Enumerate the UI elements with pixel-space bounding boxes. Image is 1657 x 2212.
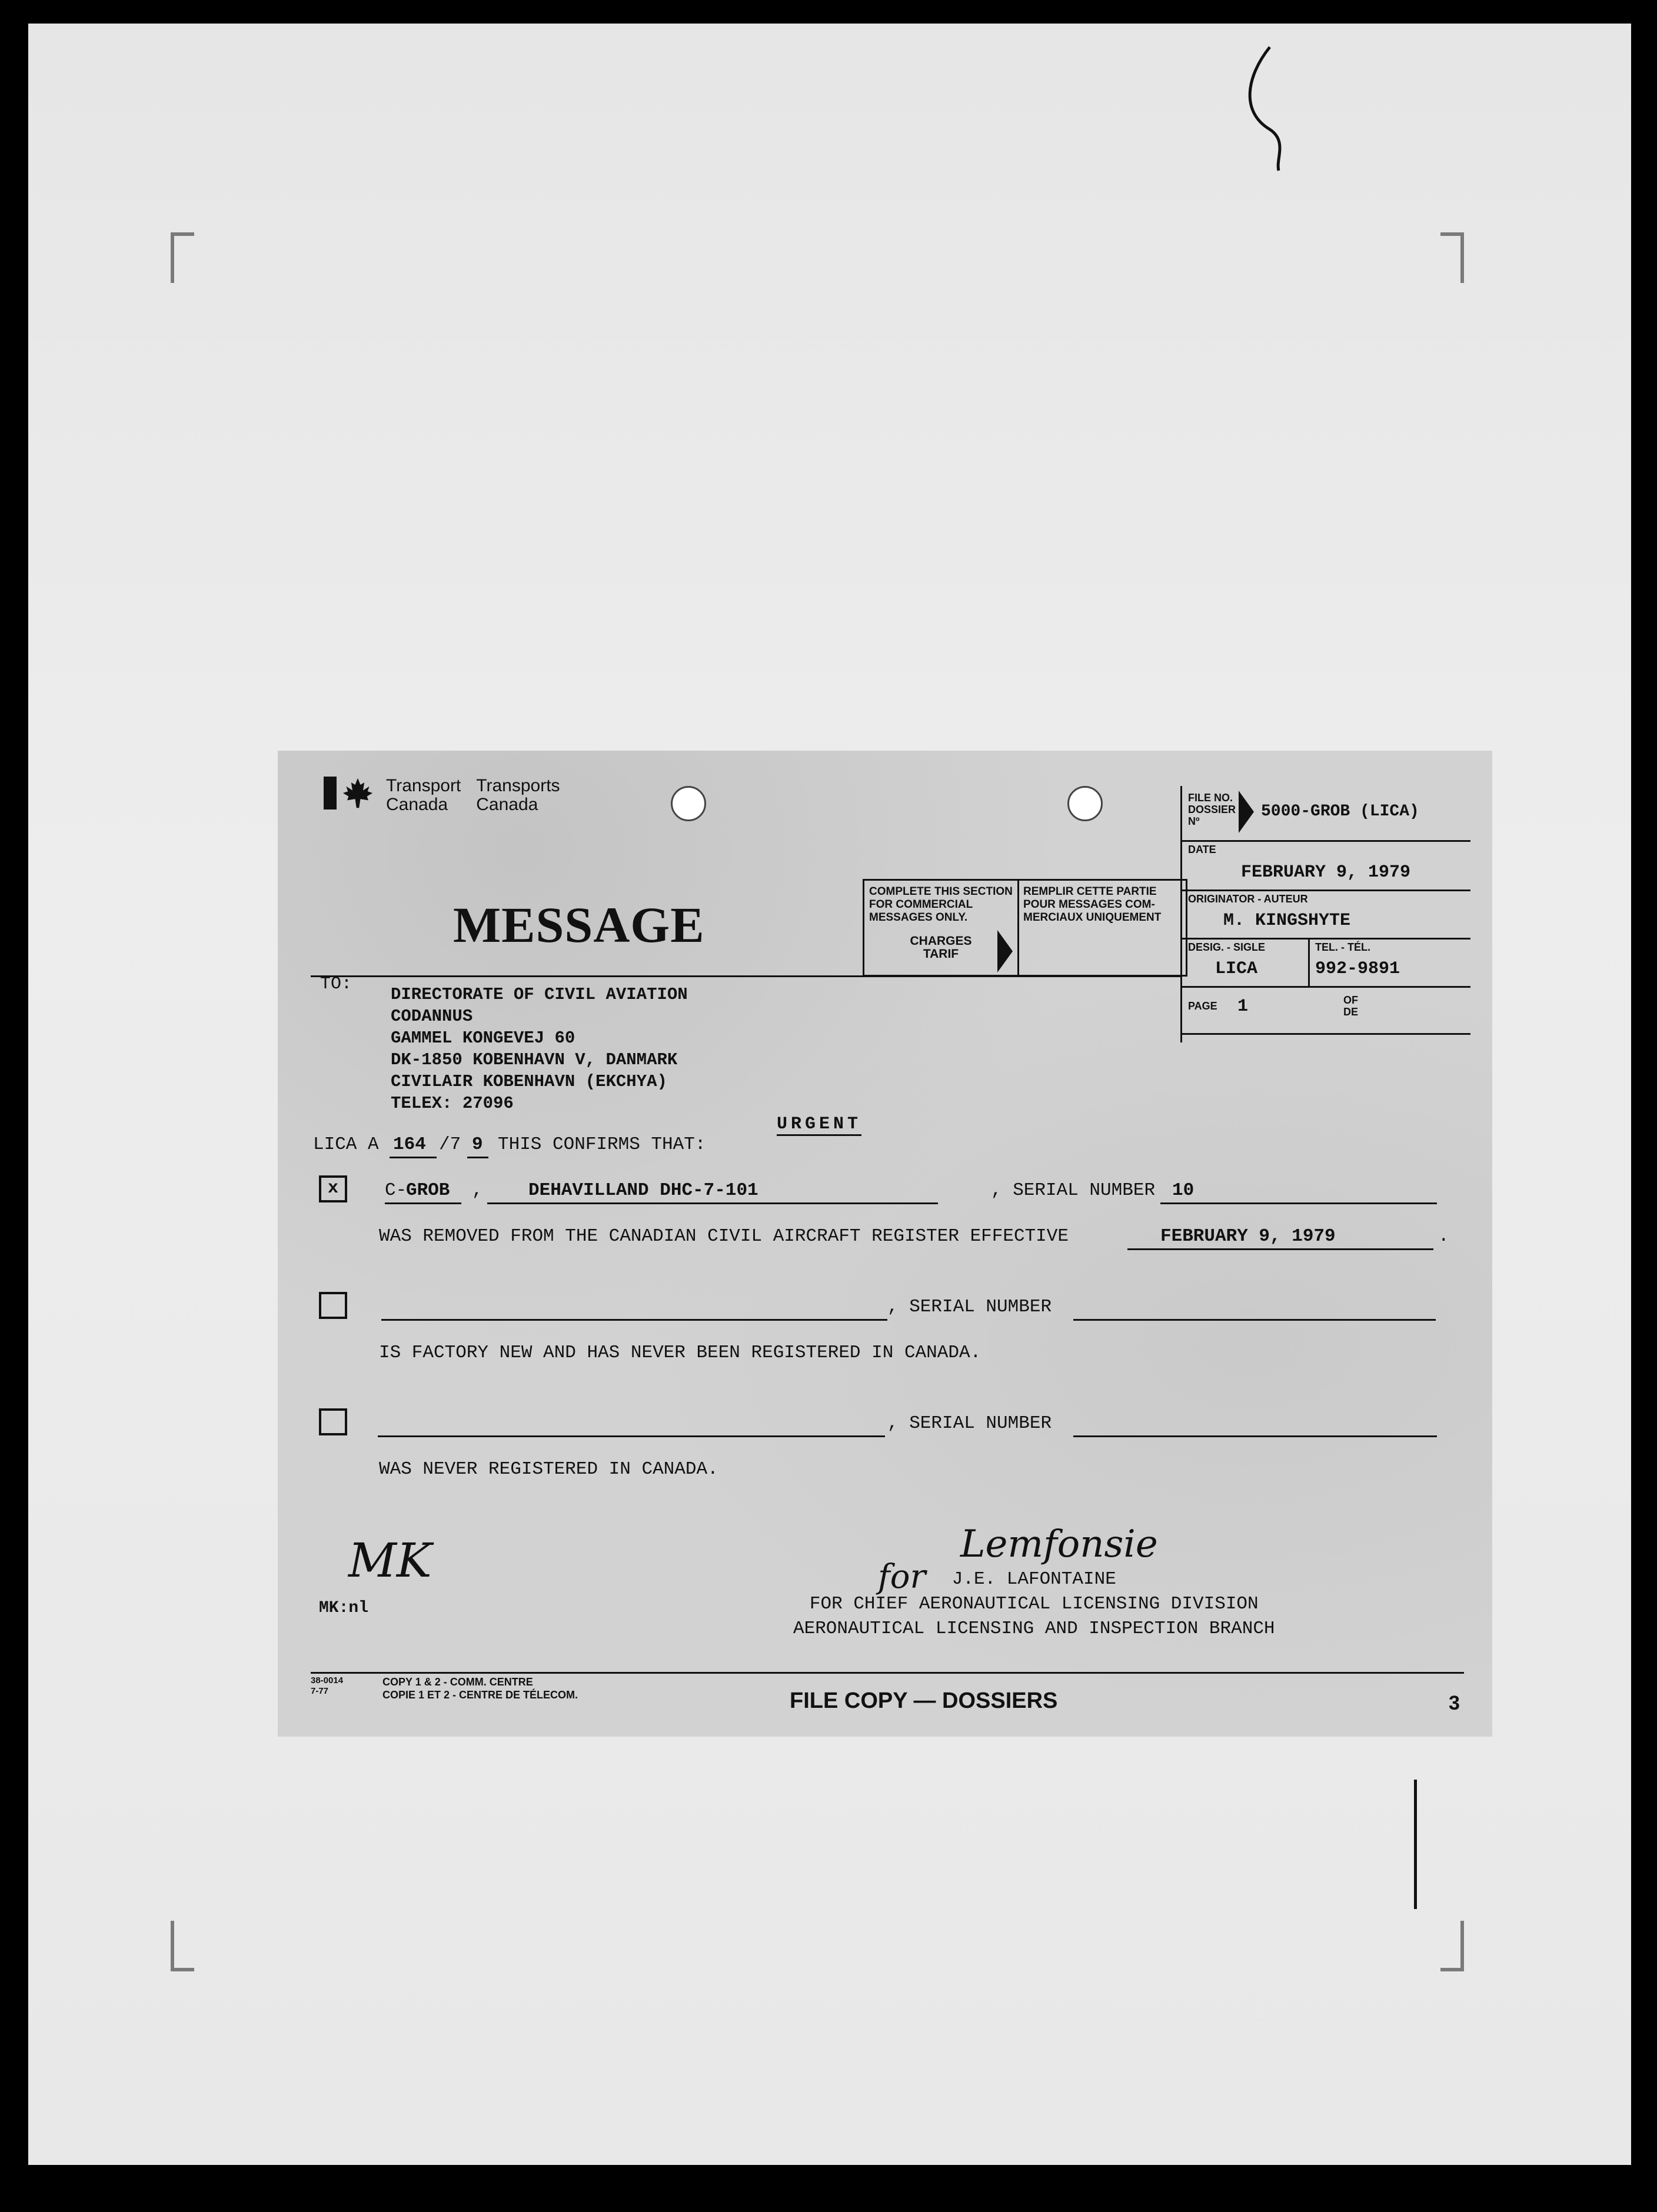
handwritten-mark-icon: [1235, 41, 1305, 176]
lica-prefix: LICA A: [313, 1134, 379, 1155]
commercial-note-en: COMPLETE THIS SECTION FOR COMMERCIAL MESSAGES ONLY.: [869, 885, 1013, 924]
footer-rule: [311, 1672, 1464, 1674]
form-number: [311, 1675, 343, 1697]
for-handwritten: for: [878, 1558, 926, 1596]
branch-name: AERONAUTICAL LICENSING AND INSPECTION BRANCH: [793, 1618, 1275, 1639]
dept-name-en: [386, 777, 461, 814]
arrow-right-icon: [997, 930, 1013, 972]
crop-mark-top-right: [1440, 232, 1464, 283]
desig-value: LICA: [1215, 959, 1258, 979]
file-no-value: 5000-GROB (LICA): [1261, 802, 1419, 821]
address-line: GAMMEL KONGEVEJ 60: [391, 1028, 575, 1048]
date-label: DATE: [1188, 844, 1216, 855]
of-text: OF: [1343, 994, 1358, 1006]
scanned-page: [28, 24, 1631, 2165]
file-no-label: FILE NO. DOSSIER Nº: [1188, 792, 1236, 827]
file-no-row: [1182, 786, 1470, 842]
originator-value: M. KINGSHYTE: [1223, 911, 1351, 931]
signatory-title: FOR CHIEF AERONAUTICAL LICENSING DIVISION: [809, 1594, 1259, 1614]
checkbox-factory-new[interactable]: [319, 1292, 347, 1319]
copy-distribution: [382, 1675, 578, 1701]
commercial-note-fr: REMPLIR CETTE PARTIE POUR MESSAGES COM-MERCIAUX UNIQUEMENT: [1023, 885, 1162, 924]
crop-mark-bottom-right: [1440, 1921, 1464, 1971]
form-date-text: 7-77: [311, 1686, 329, 1696]
form-title: MESSAGE: [453, 897, 705, 953]
date-value: FEBRUARY 9, 1979: [1241, 862, 1411, 882]
desig-label: DESIG. - SIGLE: [1188, 941, 1266, 953]
dept-name-fr: [476, 777, 560, 814]
dept-fr-line2: Canada: [476, 795, 538, 814]
aircraft-type: DEHAVILLAND DHC-7-101: [528, 1180, 758, 1201]
arrow-right-icon: [1239, 791, 1254, 833]
page-number: 3: [1449, 1692, 1460, 1714]
comma: ,: [472, 1180, 483, 1201]
copy-note-fr: COPIE 1 ET 2 - CENTRE DE TÉLECOM.: [382, 1689, 578, 1701]
message-form: [278, 751, 1492, 1737]
handwritten-signature: Lemfonsie: [960, 1523, 1158, 1566]
removed-statement: WAS REMOVED FROM THE CANADIAN CIVIL AIRCRAFT REGISTER EFFECTIVE: [379, 1226, 1069, 1247]
charges-label: [900, 935, 982, 961]
tel-value: 992-9891: [1315, 959, 1400, 979]
typist-reference: MK:nl: [319, 1599, 369, 1617]
initials-signature: MK: [348, 1533, 432, 1588]
crop-mark-bottom-left: [171, 1921, 194, 1971]
originator-row: [1182, 890, 1470, 940]
address-line: CIVILAIR KOBENHAVN (EKCHYA): [391, 1072, 667, 1091]
lica-separator: /7: [439, 1134, 461, 1155]
tarif-text: TARIF: [923, 947, 959, 961]
address-block: [391, 984, 688, 1114]
period: .: [1438, 1226, 1449, 1247]
never-registered-statement: WAS NEVER REGISTERED IN CANADA.: [379, 1459, 718, 1480]
transport-canada-logo: [324, 777, 560, 814]
tel-label: TEL. - TÉL.: [1315, 941, 1370, 953]
dept-en-line2: Canada: [386, 795, 448, 814]
date-row: [1182, 840, 1470, 891]
crop-mark-top-left: [171, 232, 194, 283]
of-label: [1343, 994, 1358, 1018]
page-row: [1182, 986, 1470, 1035]
urgent-label: URGENT: [777, 1114, 861, 1136]
margin-rule: [1414, 1780, 1417, 1909]
de-text: DE: [1343, 1006, 1359, 1018]
originator-label: ORIGINATOR - AUTEUR: [1188, 893, 1308, 905]
punch-hole: [1067, 786, 1103, 821]
signatory-name: J.E. LAFONTAINE: [951, 1569, 1116, 1590]
factory-new-statement: IS FACTORY NEW AND HAS NEVER BEEN REGISTERED IN CANADA.: [379, 1342, 981, 1363]
serial-number-label: , SERIAL NUMBER: [887, 1297, 1052, 1317]
signature-block: [793, 1567, 1275, 1641]
address-line: DIRECTORATE OF CIVIL AVIATION: [391, 985, 688, 1004]
commercial-section: [863, 879, 1187, 977]
serial-number-label: , SERIAL NUMBER: [991, 1180, 1156, 1201]
registration-prefix: C-: [385, 1180, 407, 1201]
serial-number-value: 10: [1172, 1180, 1194, 1201]
charges-text: CHARGES: [910, 934, 972, 948]
page-value: 1: [1237, 997, 1249, 1017]
address-line: DK-1850 KOBENHAVN V, DANMARK: [391, 1050, 678, 1070]
maple-leaf-icon: [341, 777, 374, 809]
form-number-text: 38-0014: [311, 1675, 344, 1685]
lica-suffix: 9: [472, 1134, 483, 1155]
file-copy-label: FILE COPY — DOSSIERS: [790, 1688, 1058, 1713]
registration-mark: GROB: [406, 1180, 450, 1201]
effective-date: FEBRUARY 9, 1979: [1160, 1226, 1336, 1247]
flag-bar-icon: [324, 777, 337, 809]
copy-note-en: COPY 1 & 2 - COMM. CENTRE: [382, 1676, 533, 1688]
address-line: TELEX: 27096: [391, 1094, 514, 1113]
serial-number-label: , SERIAL NUMBER: [887, 1413, 1052, 1434]
dept-en-line1: Transport: [386, 776, 461, 795]
address-line: CODANNUS: [391, 1007, 473, 1026]
dept-fr-line1: Transports: [476, 776, 560, 795]
page-label: PAGE: [1188, 1000, 1217, 1012]
punch-hole: [671, 786, 706, 821]
to-label: TO:: [320, 974, 352, 994]
checkbox-never-registered[interactable]: [319, 1408, 347, 1435]
lica-number: 164: [393, 1134, 426, 1155]
confirms-text: THIS CONFIRMS THAT:: [498, 1134, 706, 1155]
checkbox-removed[interactable]: x: [319, 1175, 347, 1202]
to-rule: [311, 975, 1182, 977]
meta-box: [1180, 786, 1470, 1042]
desig-row: [1182, 938, 1470, 988]
